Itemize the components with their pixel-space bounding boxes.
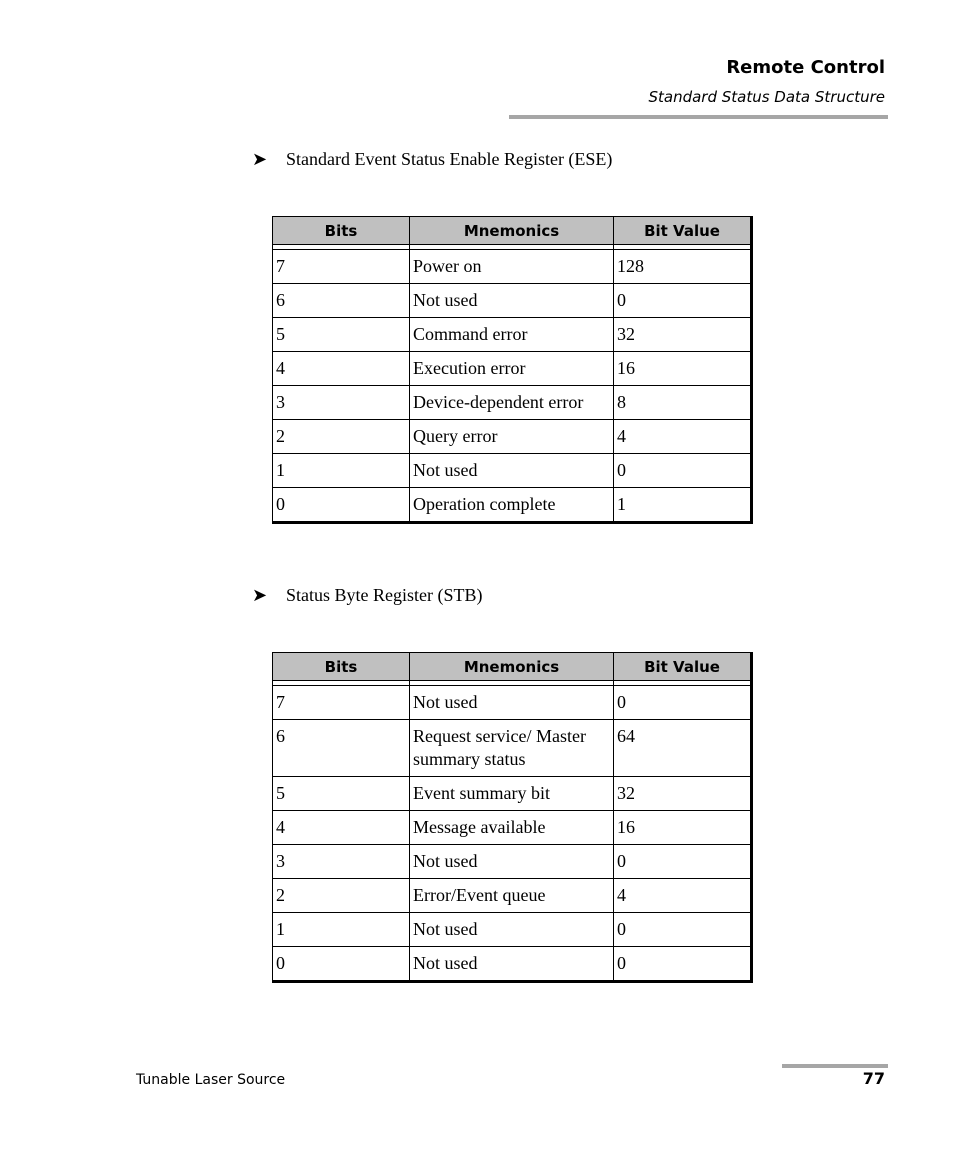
table-row [273,845,752,879]
table-header-row [273,653,752,681]
column-header-mnemonics: Mnemonics [410,217,614,245]
table-row [273,913,752,947]
column-header-bits: Bits [273,653,410,681]
header-rule [509,115,888,119]
running-header-title: Remote Control [726,57,885,78]
table-row [273,686,752,720]
table-row [273,777,752,811]
cell-value: 16 [614,352,752,386]
footer-rule [782,1064,888,1068]
cell-mnemonic: Error/Event queue [410,879,614,913]
cell-mnemonic: Device-dependent error [410,386,614,420]
cell-value: 0 [614,454,752,488]
column-header-bits: Bits [273,217,410,245]
stb-table [272,652,753,983]
column-header-mnemonics: Mnemonics [410,653,614,681]
cell-bit: 6 [273,720,410,777]
cell-bit: 0 [273,488,410,523]
cell-bit: 7 [273,250,410,284]
column-header-bit-value: Bit Value [614,653,752,681]
cell-mnemonic: Request service/ Master summary status [410,720,614,777]
cell-bit: 3 [273,386,410,420]
cell-mnemonic: Message available [410,811,614,845]
cell-mnemonic: Power on [410,250,614,284]
cell-bit: 1 [273,454,410,488]
cell-bit: 3 [273,845,410,879]
cell-bit: 2 [273,879,410,913]
arrow-bullet-icon: ➤ [252,585,268,605]
cell-bit: 7 [273,686,410,720]
cell-mnemonic: Not used [410,947,614,982]
ese-table [272,216,753,524]
footer-document-title: Tunable Laser Source [136,1072,286,1088]
cell-value: 32 [614,318,752,352]
cell-value: 4 [614,879,752,913]
column-header-bit-value: Bit Value [614,217,752,245]
bullet-ese-text: Standard Event Status Enable Register (ESE) [286,149,613,169]
cell-value: 1 [614,488,752,523]
table-row [273,947,752,982]
table-row [273,284,752,318]
bullet-stb-text: Status Byte Register (STB) [286,585,483,605]
cell-bit: 2 [273,420,410,454]
table-row [273,488,752,523]
cell-bit: 5 [273,777,410,811]
cell-value: 4 [614,420,752,454]
cell-value: 0 [614,845,752,879]
cell-mnemonic: Not used [410,686,614,720]
cell-value: 128 [614,250,752,284]
cell-value: 0 [614,284,752,318]
table-row [273,420,752,454]
cell-value: 8 [614,386,752,420]
cell-bit: 4 [273,352,410,386]
page-number: 77 [862,1069,885,1088]
cell-value: 16 [614,811,752,845]
table-row [273,811,752,845]
cell-value: 32 [614,777,752,811]
cell-mnemonic: Operation complete [410,488,614,523]
table-row [273,879,752,913]
cell-value: 0 [614,913,752,947]
cell-mnemonic: Not used [410,913,614,947]
cell-value: 0 [614,686,752,720]
table-row [273,720,752,777]
table-row [273,318,752,352]
cell-value: 64 [614,720,752,777]
cell-mnemonic: Event summary bit [410,777,614,811]
arrow-bullet-icon: ➤ [252,149,268,169]
cell-bit: 4 [273,811,410,845]
cell-mnemonic: Not used [410,284,614,318]
table-row [273,352,752,386]
cell-mnemonic: Not used [410,454,614,488]
cell-bit: 6 [273,284,410,318]
table-row [273,250,752,284]
cell-mnemonic: Execution error [410,352,614,386]
cell-mnemonic: Command error [410,318,614,352]
cell-mnemonic: Not used [410,845,614,879]
running-header-subtitle: Standard Status Data Structure [648,88,885,106]
cell-mnemonic: Query error [410,420,614,454]
table-row [273,386,752,420]
cell-bit: 5 [273,318,410,352]
cell-bit: 1 [273,913,410,947]
cell-bit: 0 [273,947,410,982]
cell-value: 0 [614,947,752,982]
table-row [273,454,752,488]
table-header-row [273,217,752,245]
